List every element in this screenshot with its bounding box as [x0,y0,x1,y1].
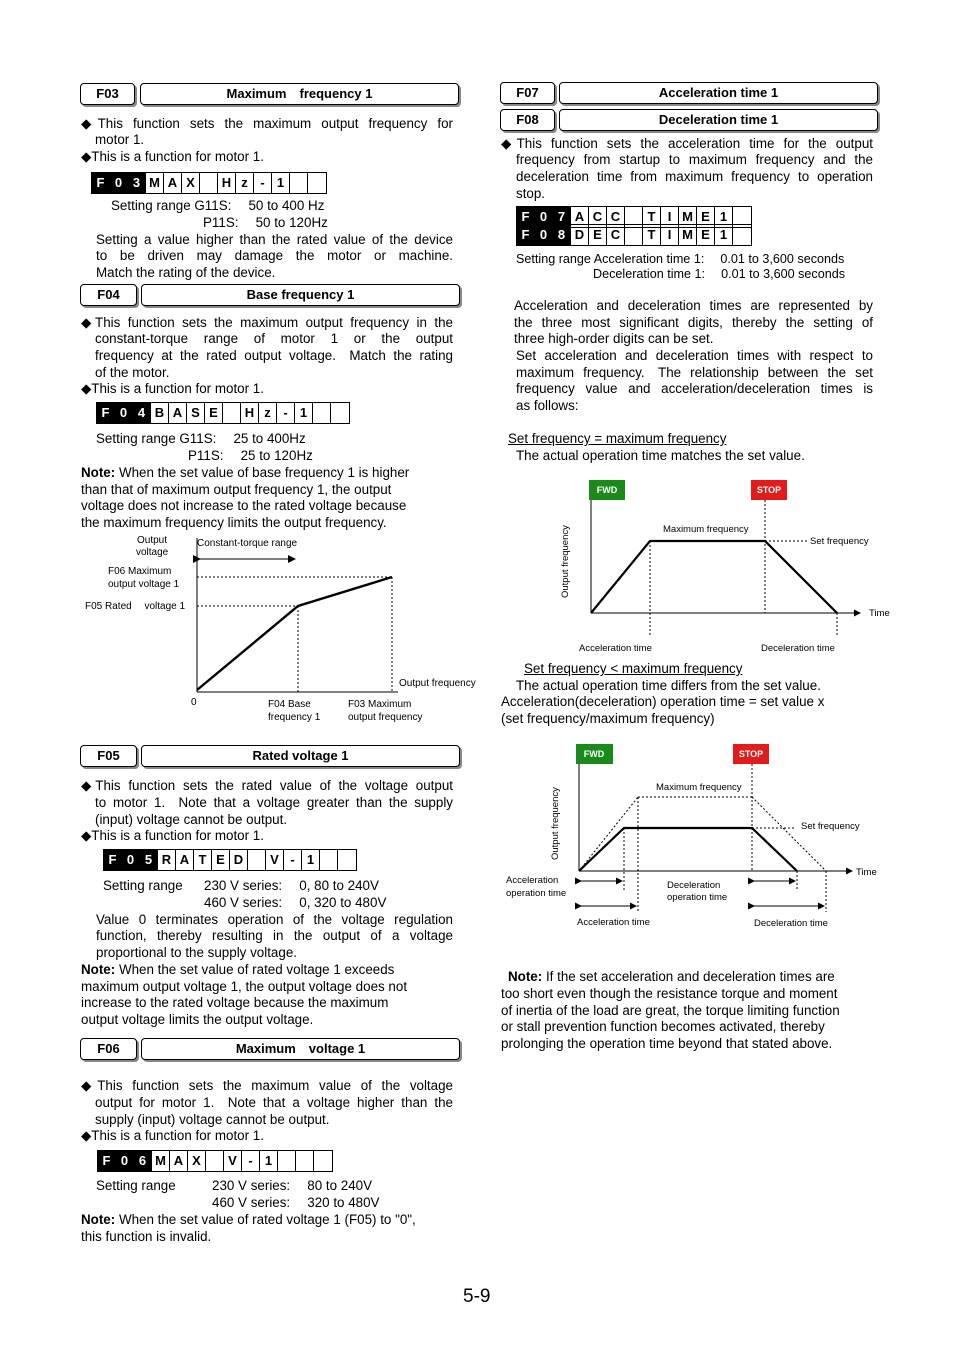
keypad-cell: E [205,403,223,423]
max-decel-dotted [752,797,826,871]
keypad-cell: T [194,850,212,870]
f04-keypad-display [96,402,350,424]
keypad-cell: E [697,225,715,245]
keypad-cell [223,403,241,423]
keypad-cell: A [176,850,194,870]
keypad-cell: 0 [110,173,128,193]
f07-para-3: three high-order digits can be set. [514,331,714,346]
keypad-cell: S [187,403,205,423]
keypad-cell: V [224,1151,242,1171]
keypad-cell: 0 [535,207,553,227]
f04-bullet-1: ◆This function sets the maximum output frequency in the [81,315,453,330]
f05-bullet-1c: (input) voltage cannot be output. [95,812,288,827]
keypad-cell: A [169,403,187,423]
f03-bullet-2: ◆This is a function for motor 1. [81,149,264,164]
f05-range-1: 230 V series: 0, 80 to 240V [204,878,379,893]
keypad-cell [290,173,308,193]
f05-bullet-2: ◆This is a function for motor 1. [81,828,264,843]
f06-bullet-1: ◆This function sets the maximum value of the voltage [81,1078,453,1093]
f06-label-1: F06 Maximum [108,566,172,577]
keypad-cell: 3 [128,173,146,193]
keypad-cell: V [266,850,284,870]
keypad-cell [625,225,643,245]
f06-range-1: 230 V series: 80 to 240V [212,1178,373,1193]
f07-bullet-1d: stop. [516,186,546,201]
f08-keypad-display [516,224,752,246]
keypad-cell: - [254,173,272,193]
keypad-cell: I [661,225,679,245]
keypad-cell: A [164,173,182,193]
keypad-cell: E [697,207,715,227]
base-frequency-graph [80,530,490,730]
fwd-label: FWD [583,749,605,759]
f03-keypad-display [91,172,327,194]
f06-note-2: this function is invalid. [81,1229,212,1244]
f07-para-2: the three most significant digits, thereby the setting of [514,315,873,330]
case1-text: The actual operation time matches the set value. [516,448,805,463]
keypad-cell: F [97,403,115,423]
keypad-cell [296,1151,314,1171]
acc-op-label-2: operation time [506,888,567,899]
keypad-cell: 6 [134,1151,152,1171]
keypad-cell: M [152,1151,170,1171]
f05-note-4: output voltage limits the output voltage. [81,1012,314,1027]
f05-para-1: Value 0 terminates operation of the voltage regulation [96,912,453,927]
max-accel-dotted [579,797,638,871]
keypad-cell: X [182,173,200,193]
keypad-cell: E [589,225,607,245]
time-label: Time [869,608,890,619]
f03-axis-label-1: F03 Maximum [348,699,412,710]
f06-note-1: Note: When the set value of rated voltage 1 (F05) to "0", [81,1212,416,1227]
f05-note-3: increase to the rated voltage because the maximum [81,995,389,1010]
keypad-cell: A [170,1151,188,1171]
keypad-cell: 1 [302,850,320,870]
keypad-cell: C [589,207,607,227]
keypad-cell: 1 [295,403,313,423]
keypad-cell: 7 [553,207,571,227]
f07-note-5: prolonging the operation time beyond that stated above. [501,1036,833,1051]
f07-para-4: Set acceleration and deceleration times with respect to [516,348,873,363]
keypad-cell: H [218,173,236,193]
f07-range-1: Setting range Acceleration time 1: 0.01 to 3,600 seconds [516,252,845,266]
f07-bullet-1c: deceleration time from maximum frequency to operation [516,169,873,184]
voltage-curve [197,577,392,690]
keypad-cell: F [517,207,535,227]
keypad-cell [248,850,266,870]
f04-range-1: Setting range G11S: 25 to 400Hz [96,431,306,446]
case1-heading: Set frequency = maximum frequency [508,431,727,446]
keypad-cell: T [643,225,661,245]
f05-range-2: 460 V series: 0, 320 to 480V [204,895,387,910]
keypad-cell: 5 [140,850,158,870]
keypad-cell: - [242,1151,260,1171]
keypad-cell [313,403,331,423]
f07-note-2: too short even though the resistance torque and moment [501,986,838,1001]
f06-bullet-1b: output for motor 1. Note that a voltage higher than the [95,1095,453,1110]
f05-code-box: F05 [80,745,137,767]
f04-axis-label-1: F04 Base [268,699,311,710]
f07-note-3: of inertia of the load are great, the torque limiting function [501,1003,840,1018]
f04-note-2: than that of maximum output frequency 1, the output [81,482,392,497]
f03-para-3: Match the rating of the device. [96,265,276,280]
page-number: 5-9 [463,1286,491,1307]
case2-text-1: The actual operation time differs from the set value. [516,678,821,693]
keypad-cell: F [92,173,110,193]
case2-text-3: (set frequency/maximum frequency) [501,711,715,726]
dec-op-label-1: Deceleration [667,880,721,891]
f05-keypad-display [103,849,357,871]
f06-title-box: Maximum voltage 1 [141,1038,460,1060]
keypad-cell: T [643,207,661,227]
keypad-cell: M [679,207,697,227]
keypad-cell: 1 [272,173,290,193]
keypad-cell [278,1151,296,1171]
keypad-cell: z [236,173,254,193]
keypad-cell: 1 [715,207,733,227]
keypad-cell: C [607,225,625,245]
keypad-cell [206,1151,224,1171]
max-freq-label: Maximum frequency [663,524,749,535]
f06-range-label: Setting range [96,1178,176,1193]
keypad-cell: 0 [122,850,140,870]
f07-bullet-1: ◆This function sets the acceleration time for the output [501,136,873,151]
frequency-profile [591,541,837,613]
dec-op-label-2: operation time [667,892,728,903]
f05-para-3: proportional to the supply voltage. [96,945,297,960]
keypad-cell [320,850,338,870]
f07-para-6: frequency value and acceleration/deceleration times is [516,381,873,396]
f06-label-2: output voltage 1 [108,579,180,590]
fwd-label: FWD [596,485,618,495]
f03-para-2: to be driven may damage the motor or machine. [96,248,453,263]
stop-label: STOP [756,485,782,495]
f04-code-box: F04 [80,284,137,306]
keypad-cell: 4 [133,403,151,423]
f05-bullet-1b: to motor 1. Note that a voltage greater than the supply [95,795,453,810]
keypad-cell [331,403,349,423]
keypad-cell: D [230,850,248,870]
frequency-profile [579,828,797,871]
keypad-cell: 8 [553,225,571,245]
keypad-cell: A [571,207,589,227]
keypad-cell [733,225,751,245]
set-freq-label: Set frequency [801,821,860,832]
graph-origin-label: 0 [191,697,197,708]
keypad-cell: F [98,1151,116,1171]
constant-torque-label: Constant-torque range [197,538,298,549]
case2-text-2: Acceleration(deceleration) operation time = set value x [501,694,825,709]
f04-note-3: voltage does not increase to the rated voltage because [81,498,407,513]
f06-bullet-2: ◆This is a function for motor 1. [81,1128,264,1143]
keypad-cell: M [679,225,697,245]
y-axis-label: Output frequency [550,787,561,860]
f05-para-2: function, thereby resulting in the output of a voltage [96,928,453,943]
keypad-cell: 0 [116,1151,134,1171]
keypad-cell: z [259,403,277,423]
f04-bullet-1d: of the motor. [95,365,170,380]
keypad-cell: F [517,225,535,245]
keypad-cell [308,173,326,193]
f04-note-4: the maximum frequency limits the output frequency. [81,515,387,530]
accel-decel-graph-1 [555,476,900,661]
keypad-cell: H [241,403,259,423]
graph-x-label: Output frequency [399,678,476,689]
f03-code-box: F03 [80,83,135,105]
keypad-cell: D [571,225,589,245]
keypad-cell: E [212,850,230,870]
keypad-cell [314,1151,332,1171]
f07-bullet-1b: frequency from startup to maximum frequency and the [516,152,873,167]
f07-para-5: maximum frequency. The relationship between the set [516,365,873,380]
set-freq-label: Set frequency [810,536,869,547]
graph-y-label-1: Output [137,535,168,546]
f07-note-4: or stall prevention function becomes activated, thereby [501,1019,825,1034]
keypad-cell [338,850,356,870]
f04-bullet-2: ◆This is a function for motor 1. [81,381,264,396]
keypad-cell: C [607,207,625,227]
f06-code-box: F06 [80,1038,137,1060]
keypad-cell: M [146,173,164,193]
f03-axis-label-2: output frequency [348,712,423,723]
f05-note-2: maximum output voltage 1, the output voltage does not [81,979,408,994]
f07-title-box: Acceleration time 1 [559,82,878,104]
keypad-cell: I [661,207,679,227]
y-axis-label: Output frequency [560,525,571,598]
f05-range-label: Setting range [103,878,183,893]
f05-label: F05 Rated voltage 1 [85,601,186,612]
f07-code-box: F07 [500,82,555,104]
acc-time-label: Acceleration time [579,643,652,654]
f03-title-box: Maximum frequency 1 [140,83,459,105]
f04-range-2: P11S: 25 to 120Hz [188,448,313,463]
f07-note-1: Note: If the set acceleration and deceleration times are [508,969,835,984]
keypad-cell: F [104,850,122,870]
f05-note-1: Note: When the set value of rated voltage 1 exceeds [81,962,395,977]
f08-code-box: F08 [500,109,555,131]
keypad-cell: 0 [115,403,133,423]
f07-range-2: Deceleration time 1: 0.01 to 3,600 seconds [593,267,846,281]
keypad-cell: - [284,850,302,870]
dec-time-label: Deceleration time [761,643,835,654]
max-freq-label: Maximum frequency [656,782,742,793]
dec-time-label: Deceleration time [754,918,828,929]
keypad-cell [200,173,218,193]
graph-y-label-2: voltage [136,547,169,558]
f03-para-1: Setting a value higher than the rated value of the device [96,232,453,247]
f06-range-2: 460 V series: 320 to 480V [212,1195,380,1210]
f05-bullet-1: ◆This function sets the rated value of the voltage output [81,778,453,793]
acc-time-label: Acceleration time [577,917,650,928]
keypad-cell: 1 [260,1151,278,1171]
f04-title-box: Base frequency 1 [141,284,460,306]
f03-bullet-1: ◆This function sets the maximum output frequency for [81,116,453,131]
f05-title-box: Rated voltage 1 [141,745,460,767]
keypad-cell: X [188,1151,206,1171]
f03-bullet-1b: motor 1. [95,132,145,147]
f03-range-1: Setting range G11S: 50 to 400 Hz [111,198,325,213]
case2-heading: Set frequency < maximum frequency [524,661,743,676]
accel-decel-graph-2 [500,740,900,935]
f03-range-2: P11S: 50 to 120Hz [203,215,328,230]
keypad-cell: R [158,850,176,870]
f07-para-1: Acceleration and deceleration times are represented by [514,298,873,313]
f07-para-7: as follows: [516,398,579,413]
f06-bullet-1c: supply (input) voltage cannot be output. [95,1112,330,1127]
f04-note-1: Note: When the set value of base frequency 1 is higher [81,465,410,480]
keypad-cell: 1 [715,225,733,245]
keypad-cell: B [151,403,169,423]
keypad-cell: 0 [535,225,553,245]
stop-label: STOP [738,749,764,759]
time-label: Time [856,867,877,878]
keypad-cell: - [277,403,295,423]
acc-op-label-1: Acceleration [506,875,559,886]
f04-axis-label-2: frequency 1 [268,712,321,723]
f06-keypad-display [97,1150,333,1172]
f08-title-box: Deceleration time 1 [559,109,878,131]
f04-bullet-1c: frequency at the rated output voltage. Match the rating [95,348,453,363]
f04-bullet-1b: constant-torque range of motor 1 or the output [95,331,453,346]
